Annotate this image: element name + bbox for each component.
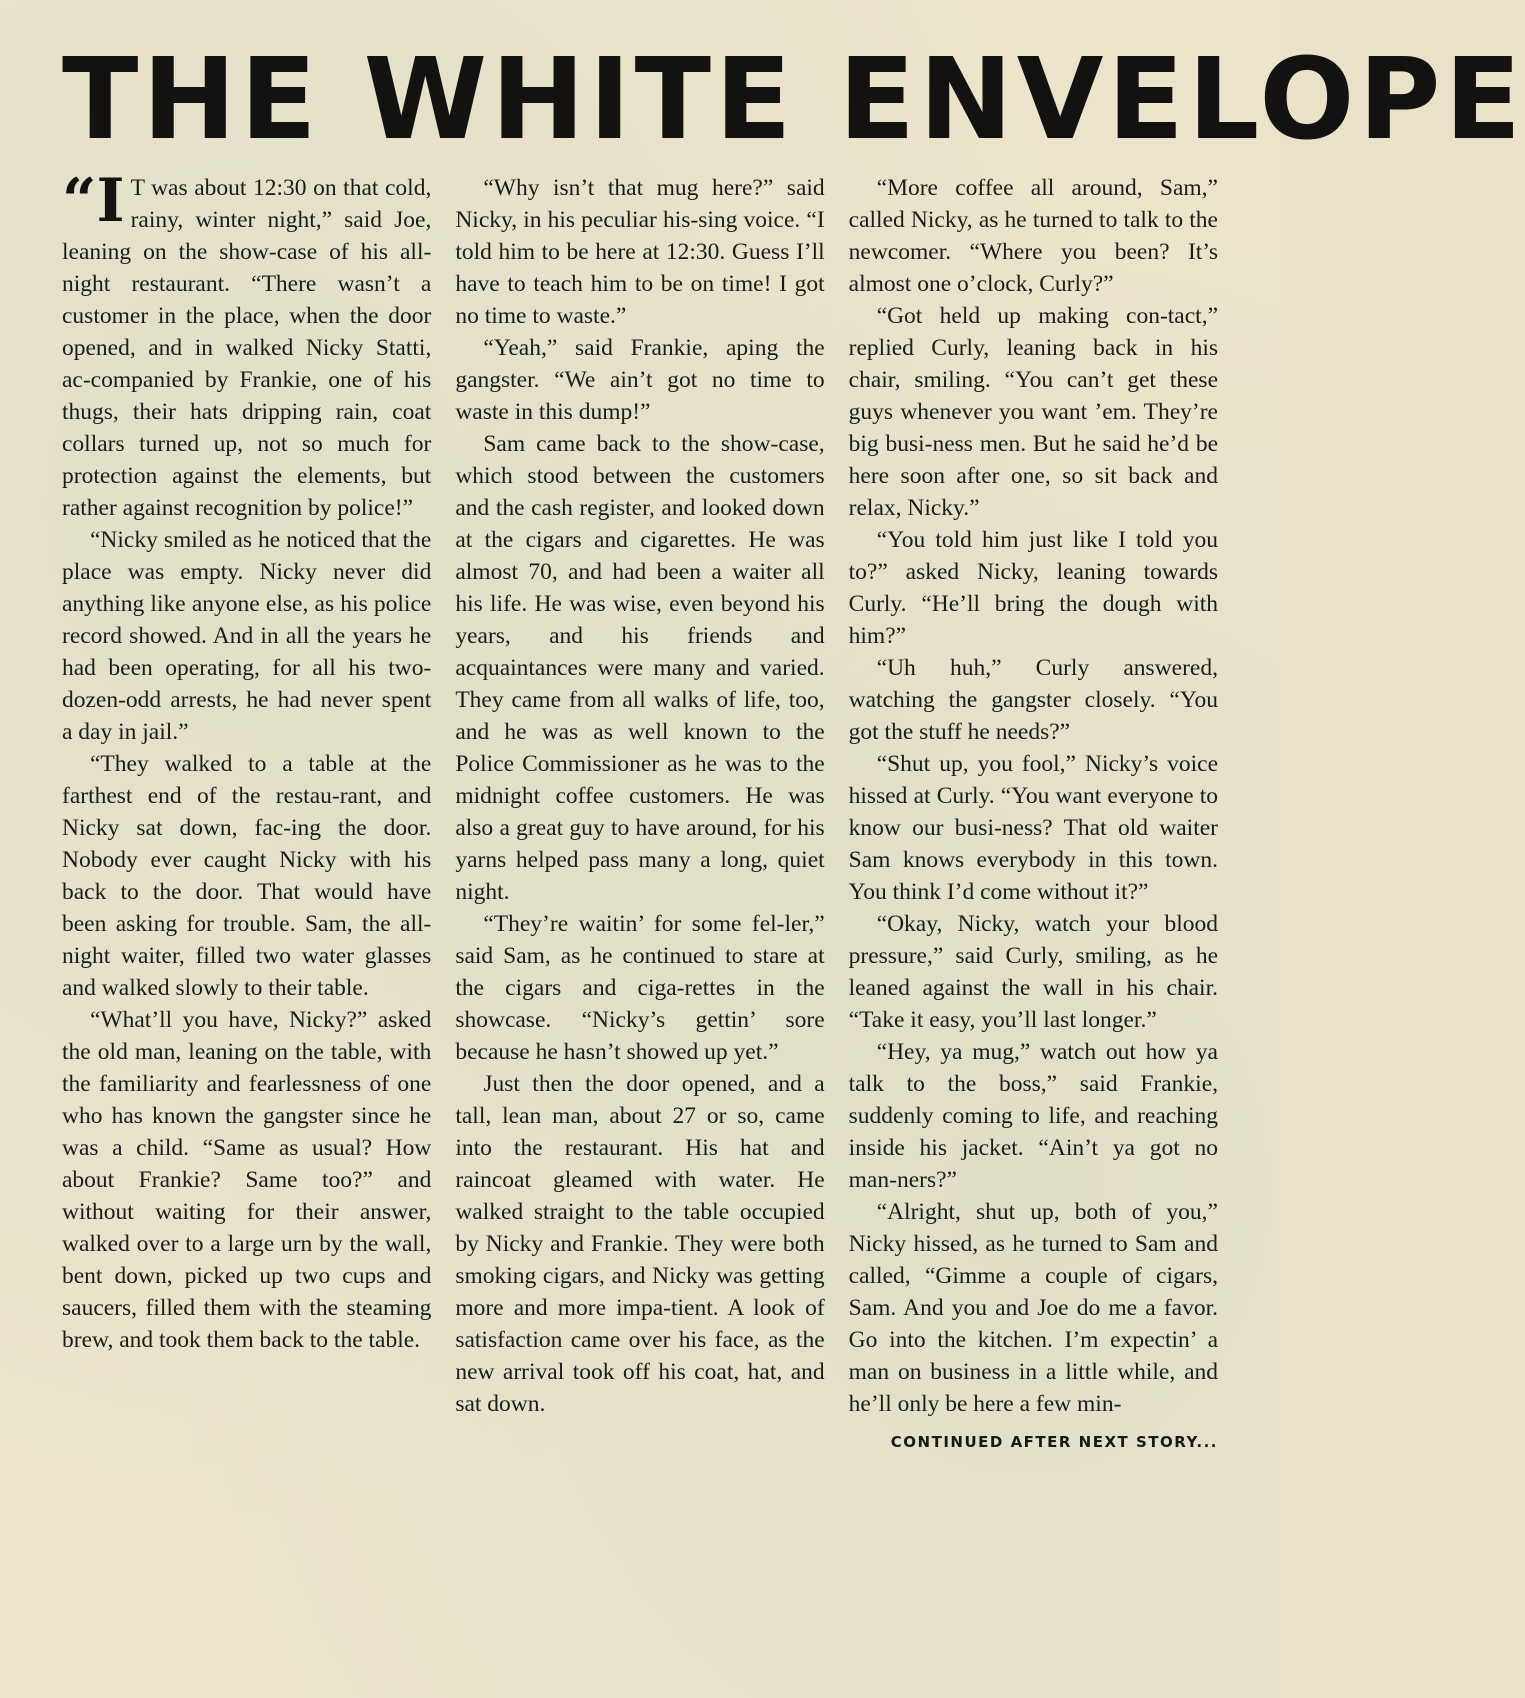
story-columns	[62, 166, 1218, 1458]
column-1	[62, 166, 432, 1458]
paragraph: “Shut up, you fool,” Nicky’s voice hissed at Curly. “You want everyone to know our busi-ness? That old waiter Sam knows everybody in this town. You think I’d come without it?”	[848, 751, 1218, 905]
paragraph-text: T was about 12:30 on that cold, rainy, winter night,” said Joe, leaning on the show-case of his all-night restaurant. “There wasn’t a customer in the place, when the door opened, and in walked Nicky Statti, ac-companied by Frankie, one of his thugs, their hats dripping rain, coat collars turned up, not so much for protection against the elements, but rather against recognition by police!”	[62, 175, 432, 521]
paragraph: “Okay, Nicky, watch your blood pressure,” said Curly, smiling, as he leaned against the wall in his chair. “Take it easy, you’ll last longer.”	[848, 911, 1218, 1033]
story-title: THE WHITE ENVELOPE	[62, 35, 1525, 165]
continued-notice: CONTINUED AFTER NEXT STORY...	[890, 1433, 1218, 1451]
paragraph: “Uh huh,” Curly answered, watching the gangster closely. “You got the stuff he needs?”	[848, 655, 1218, 745]
paragraph: Just then the door opened, and a tall, lean man, about 27 or so, came into the restaurant. His hat and raincoat gleamed with water. He walked straight to the table occupied by Nicky and Frankie. They were both smoking cigars, and Nicky was getting more and more impa-tient. A look of satisfaction came over his face, as the new arrival took off his coat, hat, and sat down.	[455, 1071, 825, 1417]
drop-cap: “I	[62, 166, 125, 236]
column-2	[455, 172, 824, 1458]
paragraph: “Why isn’t that mug here?” said Nicky, in his peculiar his-sing voice. “I told him to be here at 12:30. Guess I’ll have to teach him to be on time! I got no time to waste.”	[455, 175, 825, 329]
paragraph: “They walked to a table at the farthest end of the restau-rant, and Nicky sat down, fac-ing the door. Nobody ever caught Nicky with his back to the door. That would have been asking for trouble. Sam, the all-night waiter, filled two water glasses and walked slowly to their table.	[62, 751, 432, 1001]
paragraph: “More coffee all around, Sam,” called Nicky, as he turned to talk to the newcomer. “Where you been? It’s almost one o’clock, Curly?”	[848, 175, 1218, 297]
paragraph: “Nicky smiled as he noticed that the place was empty. Nicky never did anything like anyone else, as his police record showed. And in all the years he had been operating, for all his two-dozen-odd arrests, he had never spent a day in jail.”	[62, 527, 432, 745]
paragraph: “Got held up making con-tact,” replied Curly, leaning back in his chair, smiling. “You can’t get these guys whenever you want ’em. They’re big busi-ness men. But he said he’d be here soon after one, so sit back and relax, Nicky.”	[848, 303, 1218, 521]
paragraph: Sam came back to the show-case, which stood between the customers and the cash register, and looked down at the cigars and cigarettes. He was almost 70, and had been a waiter all his life. He was wise, even beyond his years, and his friends and acquaintances were many and varied. They came from all walks of life, too, and he was as well known to the Police Commissioner as he was to the midnight coffee customers. He was also a great guy to have around, for his yarns helped pass many a long, quiet night.	[455, 431, 825, 905]
paragraph: “What’ll you have, Nicky?” asked the old man, leaning on the table, with the familiarity and fearlessness of one who has known the gangster since he was a child. “Same as usual? How about Frankie? Same too?” and without waiting for their answer, walked over to a large urn by the wall, bent down, picked up two cups and saucers, filled them with the steaming brew, and took them back to the table.	[62, 1007, 432, 1353]
paragraph: “Hey, ya mug,” watch out how ya talk to the boss,” said Frankie, suddenly coming to life, and reaching inside his jacket. “Ain’t ya got no man-ners?”	[848, 1039, 1218, 1193]
paragraph	[62, 166, 432, 524]
paragraph: “They’re waitin’ for some fel-ler,” said Sam, as he continued to stare at the cigars and ciga-rettes in the showcase. “Nicky’s gettin’ sore because he hasn’t showed up yet.”	[455, 911, 825, 1065]
paragraph: “Yeah,” said Frankie, aping the gangster. “We ain’t got no time to waste in this dump!”	[455, 335, 825, 425]
paragraph: “Alright, shut up, both of you,” Nicky hissed, as he turned to Sam and called, “Gimme a couple of cigars, Sam. And you and Joe do me a favor. Go into the kitchen. I’m expectin’ a man on business in a little while, and he’ll only be here a few min-	[848, 1199, 1218, 1417]
column-3	[849, 172, 1218, 1458]
paragraph: “You told him just like I told you to?” asked Nicky, leaning towards Curly. “He’ll bring the dough with him?”	[848, 527, 1218, 649]
